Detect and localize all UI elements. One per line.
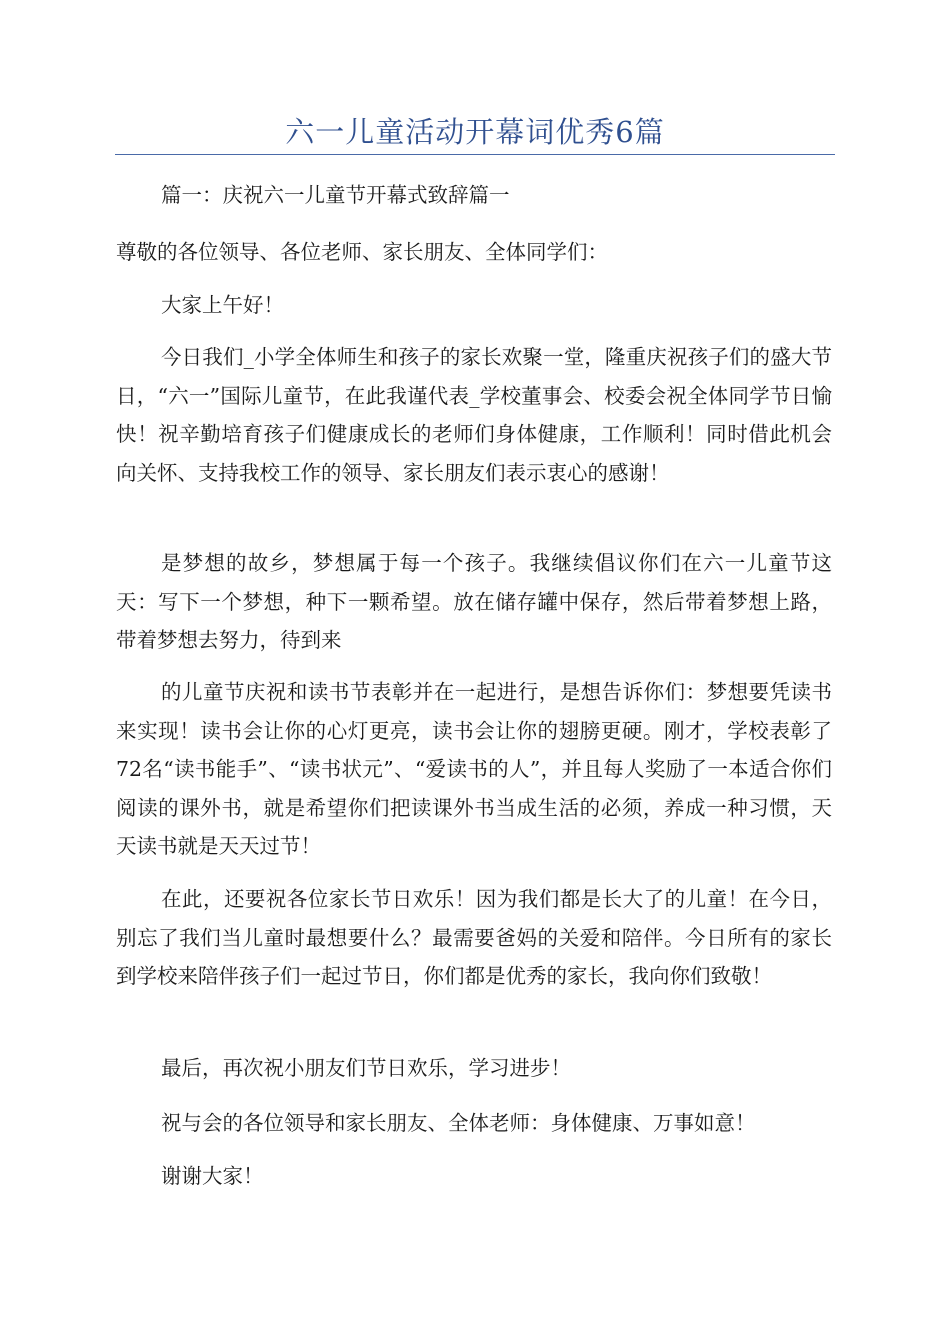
body-paragraph-1: 今日我们_小学全体师生和孩子的家长欢聚一堂，隆重庆祝孩子们的盛大节日，“六一”国际儿童节，在此我谨代表_学校董事会、校委会祝全体同学节日愉快！祝辛勤培育孩子们健康成长的老师们身体健康，工作顺利！同时借此机会向关怀、支持我校工作的领导、家长朋友们表示衷心的感谢！ bbox=[116, 345, 832, 485]
section-heading: 篇一：庆祝六一儿童节开幕式致辞篇一 bbox=[161, 183, 510, 207]
body-paragraph-2: 是梦想的故乡，梦想属于每一个孩子。我继续倡议你们在六一儿童节这天：写下一个梦想，种下一颗希望。放在储存罐中保存，然后带着梦想上路，带着梦想去努力，待到来 bbox=[116, 551, 832, 652]
closing-thanks: 谢谢大家！ bbox=[161, 1164, 264, 1188]
body-paragraph-3: 的儿童节庆祝和读书节表彰并在一起进行，是想告诉你们：梦想要凭读书来实现！读书会让你的心灯更亮，读书会让你的翅膀更硬。刚才，学校表彰了72名“读书能手”、“读书状元”、“爱读书的人”，并且每人奖励了一本适合你们阅读的课外书，就是希望你们把读课外书当成生活的必须，养成一种习惯，天天读书就是天天过节！ bbox=[116, 680, 832, 858]
closing-wish: 最后，再次祝小朋友们节日欢乐，学习进步！ bbox=[161, 1056, 571, 1080]
salutation: 尊敬的各位领导、各位老师、家长朋友、全体同学们： bbox=[116, 240, 608, 264]
greeting: 大家上午好！ bbox=[161, 293, 284, 317]
body-paragraph-4: 在此，还要祝各位家长节日欢乐！因为我们都是长大了的儿童！在今日，别忘了我们当儿童时最想要什么？最需要爸妈的关爱和陪伴。今日所有的家长到学校来陪伴孩子们一起过节日，你们都是优秀的家长，我向你们致敬！ bbox=[116, 887, 832, 988]
closing-blessing: 祝与会的各位领导和家长朋友、全体老师：身体健康、万事如意！ bbox=[161, 1111, 756, 1135]
title-underline bbox=[115, 154, 835, 155]
document-title: 六一儿童活动开幕词优秀6篇 bbox=[285, 115, 665, 149]
